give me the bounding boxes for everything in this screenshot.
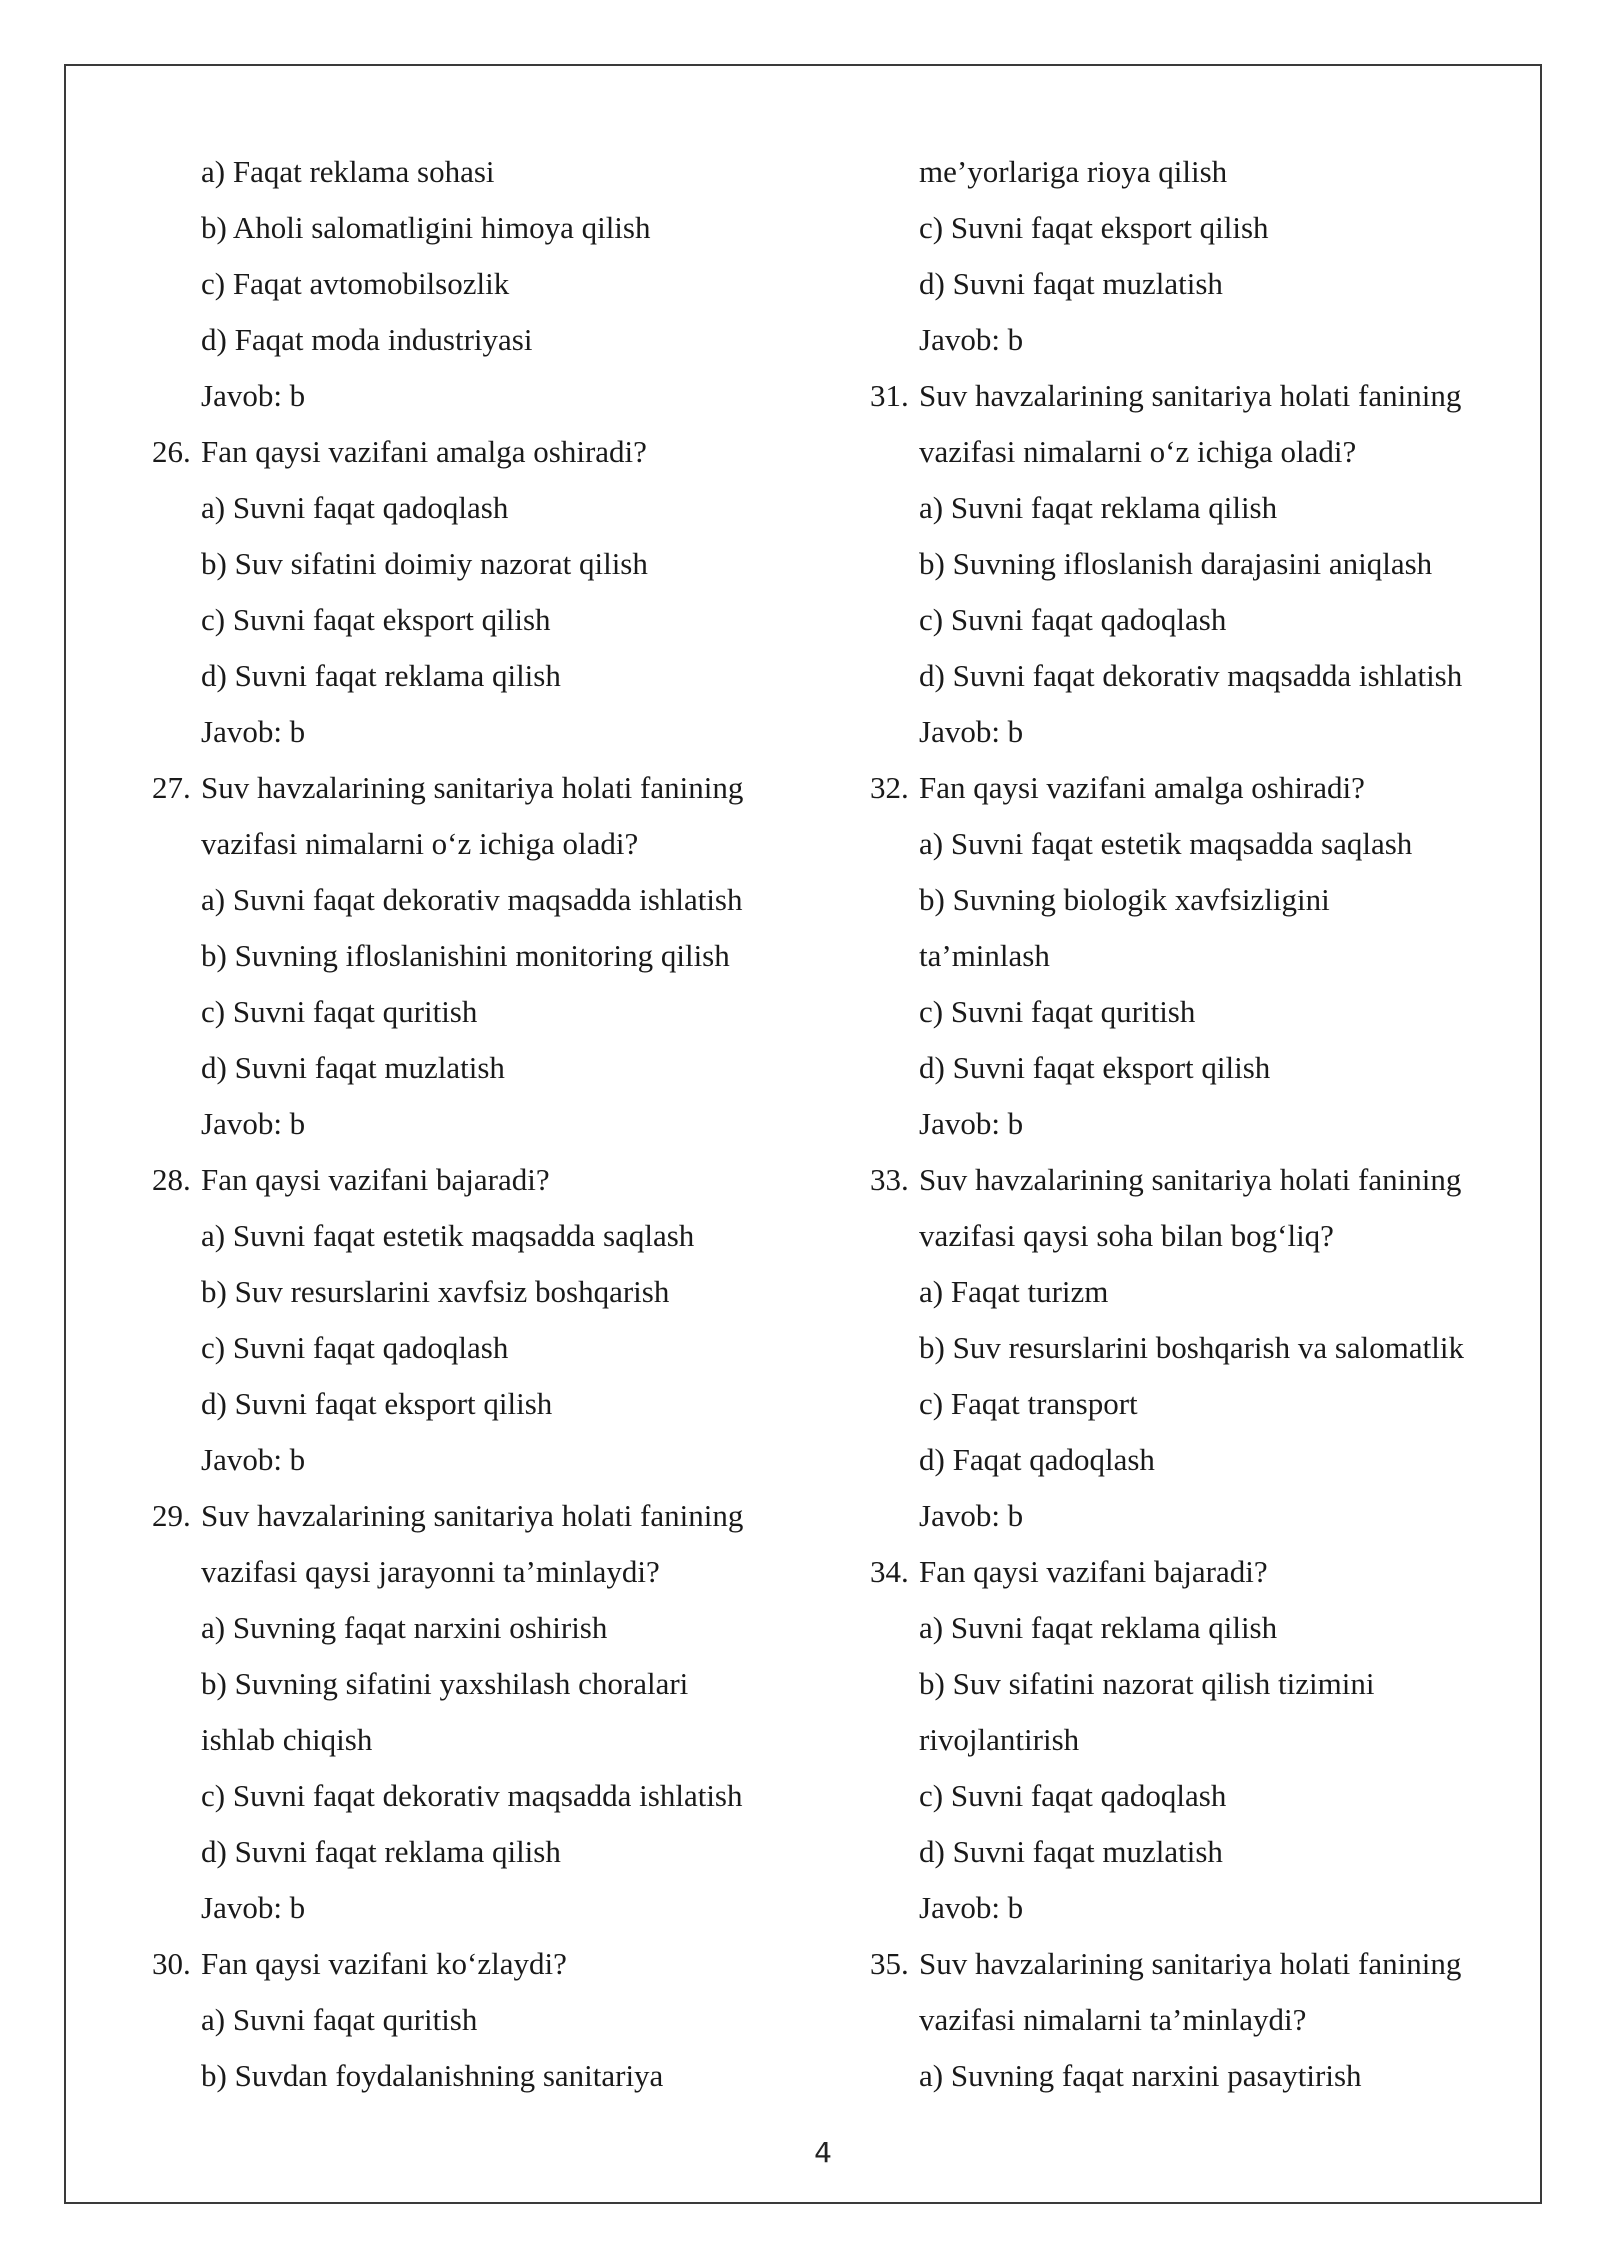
line-text: Javob: b [201, 714, 306, 749]
continuation-line [870, 1712, 1520, 1768]
option-line [870, 1320, 1520, 1376]
line-text: a) Suvning faqat narxini oshirish [201, 1610, 608, 1645]
question-line [152, 1488, 812, 1544]
line-text: c) Suvni faqat dekorativ maqsadda ishlatish [201, 1778, 743, 1813]
option-line [870, 2048, 1520, 2104]
question-number: 33. [870, 1162, 909, 1197]
line-text: d) Suvni faqat dekorativ maqsadda ishlatish [919, 658, 1463, 693]
option-line [870, 1768, 1520, 1824]
line-text: c) Faqat avtomobilsozlik [201, 266, 510, 301]
line-text: c) Suvni faqat quritish [201, 994, 478, 1029]
line-text: Javob: b [201, 1106, 306, 1141]
line-text: Javob: b [919, 1890, 1024, 1925]
line-text: rivojlantirish [919, 1722, 1080, 1757]
line-text: c) Suvni faqat qadoqlash [919, 602, 1227, 637]
line-text: Fan qaysi vazifani amalga oshiradi? [919, 770, 1365, 805]
line-text: Javob: b [919, 1106, 1024, 1141]
line-text: b) Suvning biologik xavfsizligini [919, 882, 1330, 917]
option-line [870, 256, 1520, 312]
continuation-line [870, 1208, 1520, 1264]
answer-line [152, 704, 812, 760]
option-line [870, 1376, 1520, 1432]
question-line [152, 1152, 812, 1208]
line-text: ta’minlash [919, 938, 1050, 973]
option-line [152, 256, 812, 312]
line-text: a) Suvni faqat quritish [201, 2002, 478, 2037]
line-text: b) Suvning ifloslanishini monitoring qilish [201, 938, 730, 973]
line-text: ishlab chiqish [201, 1722, 373, 1757]
question-line [152, 760, 812, 816]
question-number: 30. [152, 1946, 191, 1981]
option-line [152, 480, 812, 536]
option-line [870, 1040, 1520, 1096]
question-line [870, 1152, 1520, 1208]
line-text: b) Suvning ifloslanish darajasini aniqlash [919, 546, 1433, 581]
option-line [152, 1040, 812, 1096]
line-text: c) Suvni faqat quritish [919, 994, 1196, 1029]
line-text: Suv havzalarining sanitariya holati fanining [919, 1946, 1462, 1981]
line-text: b) Suv resurslarini xavfsiz boshqarish [201, 1274, 670, 1309]
line-text: d) Faqat moda industriyasi [201, 322, 533, 357]
line-text: b) Suv resurslarini boshqarish va salomatlik [919, 1330, 1464, 1365]
line-text: b) Suvning sifatini yaxshilash choralari [201, 1666, 689, 1701]
line-text: a) Suvni faqat reklama qilish [919, 1610, 1278, 1645]
line-text: b) Aholi salomatligini himoya qilish [201, 210, 651, 245]
option-line [152, 536, 812, 592]
question-number: 31. [870, 378, 909, 413]
line-text: Suv havzalarining sanitariya holati fanining [201, 770, 744, 805]
question-number: 26. [152, 434, 191, 469]
option-line [152, 1376, 812, 1432]
question-number: 32. [870, 770, 909, 805]
option-line [870, 1264, 1520, 1320]
line-text: a) Faqat turizm [919, 1274, 1109, 1309]
option-line [870, 1824, 1520, 1880]
line-text: b) Suv sifatini nazorat qilish tizimini [919, 1666, 1375, 1701]
line-text: vazifasi nimalarni ta’minlaydi? [919, 2002, 1307, 2037]
option-line [152, 1208, 812, 1264]
line-text: a) Suvni faqat estetik maqsadda saqlash [201, 1218, 695, 1253]
answer-line [870, 312, 1520, 368]
question-number: 29. [152, 1498, 191, 1533]
answer-line [152, 1096, 812, 1152]
line-text: Fan qaysi vazifani bajaradi? [919, 1554, 1268, 1589]
line-text: vazifasi qaysi soha bilan bog‘liq? [919, 1218, 1334, 1253]
option-line [152, 144, 812, 200]
question-line [152, 424, 812, 480]
line-text: Fan qaysi vazifani ko‘zlaydi? [201, 1946, 567, 1981]
option-line [152, 1600, 812, 1656]
right-column [870, 144, 1520, 2104]
line-text: c) Suvni faqat qadoqlash [201, 1330, 509, 1365]
option-line [152, 984, 812, 1040]
line-text: Javob: b [201, 1890, 306, 1925]
line-text: Fan qaysi vazifani bajaradi? [201, 1162, 550, 1197]
line-text: Suv havzalarining sanitariya holati fanining [919, 378, 1462, 413]
line-text: d) Suvni faqat reklama qilish [201, 658, 561, 693]
continuation-line [870, 1992, 1520, 2048]
option-line [870, 480, 1520, 536]
option-line [870, 872, 1520, 928]
line-text: d) Suvni faqat reklama qilish [201, 1834, 561, 1869]
option-line [870, 1656, 1520, 1712]
line-text: a) Faqat reklama sohasi [201, 154, 495, 189]
line-text: d) Suvni faqat eksport qilish [919, 1050, 1271, 1085]
answer-line [870, 1096, 1520, 1152]
option-line [152, 312, 812, 368]
line-text: a) Suvni faqat qadoqlash [201, 490, 509, 525]
answer-line [870, 1488, 1520, 1544]
option-line [152, 648, 812, 704]
line-text: c) Faqat transport [919, 1386, 1138, 1421]
line-text: Suv havzalarining sanitariya holati fanining [201, 1498, 744, 1533]
line-text: vazifasi nimalarni o‘z ichiga oladi? [201, 826, 639, 861]
continuation-line [152, 816, 812, 872]
option-line [870, 648, 1520, 704]
continuation-line [152, 1544, 812, 1600]
line-text: d) Suvni faqat eksport qilish [201, 1386, 553, 1421]
option-line [152, 1824, 812, 1880]
line-text: d) Suvni faqat muzlatish [919, 266, 1223, 301]
line-text: a) Suvni faqat estetik maqsadda saqlash [919, 826, 1413, 861]
question-line [870, 1544, 1520, 1600]
line-text: Javob: b [919, 714, 1024, 749]
line-text: a) Suvni faqat reklama qilish [919, 490, 1278, 525]
line-text: Javob: b [201, 378, 306, 413]
option-line [152, 1320, 812, 1376]
continuation-line [870, 144, 1520, 200]
option-line [152, 592, 812, 648]
line-text: b) Suvdan foydalanishning sanitariya [201, 2058, 664, 2093]
page-number: 4 [814, 2136, 832, 2169]
option-line [870, 536, 1520, 592]
option-line [152, 200, 812, 256]
line-text: vazifasi nimalarni o‘z ichiga oladi? [919, 434, 1357, 469]
answer-line [152, 1880, 812, 1936]
line-text: vazifasi qaysi jarayonni ta’minlaydi? [201, 1554, 660, 1589]
line-text: Suv havzalarining sanitariya holati fanining [919, 1162, 1462, 1197]
continuation-line [870, 928, 1520, 984]
option-line [152, 2048, 812, 2104]
option-line [152, 1264, 812, 1320]
line-text: c) Suvni faqat qadoqlash [919, 1778, 1227, 1813]
line-text: Javob: b [919, 322, 1024, 357]
line-text: Javob: b [201, 1442, 306, 1477]
option-line [870, 984, 1520, 1040]
line-text: d) Suvni faqat muzlatish [919, 1834, 1223, 1869]
line-text: a) Suvni faqat dekorativ maqsadda ishlatish [201, 882, 743, 917]
option-line [870, 1600, 1520, 1656]
answer-line [152, 1432, 812, 1488]
line-text: me’yorlariga rioya qilish [919, 154, 1228, 189]
question-number: 28. [152, 1162, 191, 1197]
answer-line [870, 1880, 1520, 1936]
option-line [152, 928, 812, 984]
option-line [152, 1992, 812, 2048]
question-line [870, 760, 1520, 816]
option-line [152, 1656, 812, 1712]
answer-line [152, 368, 812, 424]
line-text: d) Suvni faqat muzlatish [201, 1050, 505, 1085]
continuation-line [152, 1712, 812, 1768]
question-number: 27. [152, 770, 191, 805]
answer-line [870, 704, 1520, 760]
option-line [870, 200, 1520, 256]
line-text: a) Suvning faqat narxini pasaytirish [919, 2058, 1362, 2093]
question-number: 34. [870, 1554, 909, 1589]
line-text: c) Suvni faqat eksport qilish [201, 602, 551, 637]
question-line [152, 1936, 812, 1992]
line-text: Javob: b [919, 1498, 1024, 1533]
option-line [870, 592, 1520, 648]
option-line [870, 1432, 1520, 1488]
option-line [870, 816, 1520, 872]
question-line [870, 368, 1520, 424]
option-line [152, 1768, 812, 1824]
option-line [152, 872, 812, 928]
question-number: 35. [870, 1946, 909, 1981]
line-text: b) Suv sifatini doimiy nazorat qilish [201, 546, 648, 581]
line-text: d) Faqat qadoqlash [919, 1442, 1155, 1477]
left-column [152, 144, 812, 2104]
question-line [870, 1936, 1520, 1992]
continuation-line [870, 424, 1520, 480]
line-text: Fan qaysi vazifani amalga oshiradi? [201, 434, 647, 469]
line-text: c) Suvni faqat eksport qilish [919, 210, 1269, 245]
